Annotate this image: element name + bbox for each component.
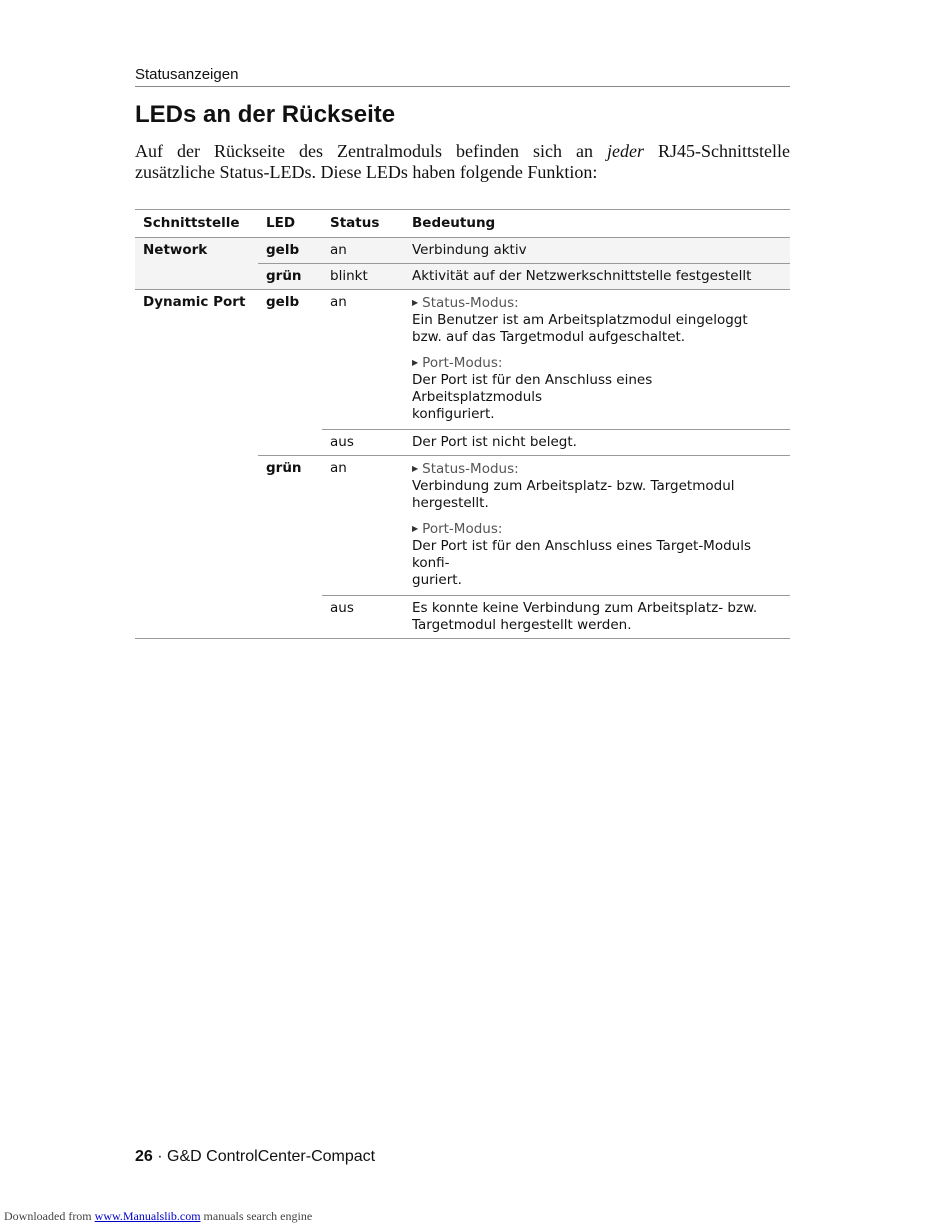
led-cell: grün [258, 264, 322, 290]
mode-description: Ein Benutzer ist am Arbeitsplatzmodul eingeloggt bzw. auf das Targetmodul aufgeschaltet. [412, 312, 748, 345]
table-row [135, 290, 790, 430]
page-footer: 26 · G&D ControlCenter-Compact [135, 1148, 376, 1165]
intro-line-1: Auf der Rückseite des Zentralmoduls befinden sich an jeder RJ45-Schnittstelle [135, 141, 790, 161]
page-title: LEDs an der Rückseite [135, 101, 396, 128]
status-cell: an [330, 242, 347, 258]
mode-label: ▶ Port-Modus: [412, 355, 503, 371]
meaning-cell: Aktivität auf der Netzwerkschnittstelle festgestellt [404, 264, 790, 290]
status-cell: an [322, 456, 404, 596]
meaning-cell: Es konnte keine Verbindung zum Arbeitsplatz- bzw. Targetmodul hergestellt werden. [404, 596, 790, 639]
led-table [135, 209, 790, 639]
column-header-led: LED [266, 215, 296, 231]
status-cell: aus [322, 430, 404, 456]
meaning-cell: Der Port ist nicht belegt. [404, 430, 790, 456]
meaning-cell [404, 456, 790, 596]
status-cell: aus [322, 596, 404, 639]
mode-description: Der Port ist für den Anschluss eines Target-Moduls konfi- guriert. [412, 538, 752, 588]
interface-network: Network [135, 238, 258, 290]
interface-dynamic-port: Dynamic Port [135, 290, 258, 639]
mode-description: Der Port ist für den Anschluss eines Arbeitsplatzmoduls konfiguriert. [412, 372, 653, 422]
product-name: G&D ControlCenter-Compact [167, 1148, 376, 1165]
intro-line-2: zusätzliche Status-LEDs. Diese LEDs haben folgende Funktion: [135, 162, 598, 182]
running-header: Statusanzeigen [135, 66, 790, 87]
mode-label: ▶ Status-Modus: [412, 295, 519, 311]
triangle-right-icon: ▶ [412, 358, 419, 367]
triangle-right-icon: ▶ [412, 298, 419, 307]
meaning-cell: Verbindung aktiv [412, 242, 527, 258]
mode-label: ▶ Port-Modus: [412, 521, 503, 537]
table-header-row [135, 210, 790, 238]
intro-emphasis: jeder [607, 141, 644, 161]
mode-description: Verbindung zum Arbeitsplatz- bzw. Targetmodul hergestellt. [412, 478, 735, 511]
led-cell: gelb [258, 290, 322, 456]
download-notice: Downloaded from www.Manualslib.com manuals search engine [4, 1209, 313, 1223]
page-number: 26 [135, 1148, 153, 1165]
triangle-right-icon: ▶ [412, 464, 419, 473]
status-cell: blinkt [322, 264, 404, 290]
status-cell: an [322, 290, 404, 430]
meaning-cell [404, 290, 790, 430]
triangle-right-icon: ▶ [412, 524, 419, 533]
led-cell: grün [258, 456, 322, 639]
column-header-bedeutung: Bedeutung [412, 215, 496, 231]
mode-label: ▶ Status-Modus: [412, 461, 519, 477]
table-row [135, 238, 790, 264]
column-header-schnittstelle: Schnittstelle [143, 215, 240, 231]
led-cell: gelb [266, 242, 300, 258]
column-header-status: Status [330, 215, 380, 231]
manualslib-link[interactable]: www.Manualslib.com [94, 1209, 201, 1223]
intro-paragraph [135, 141, 790, 183]
